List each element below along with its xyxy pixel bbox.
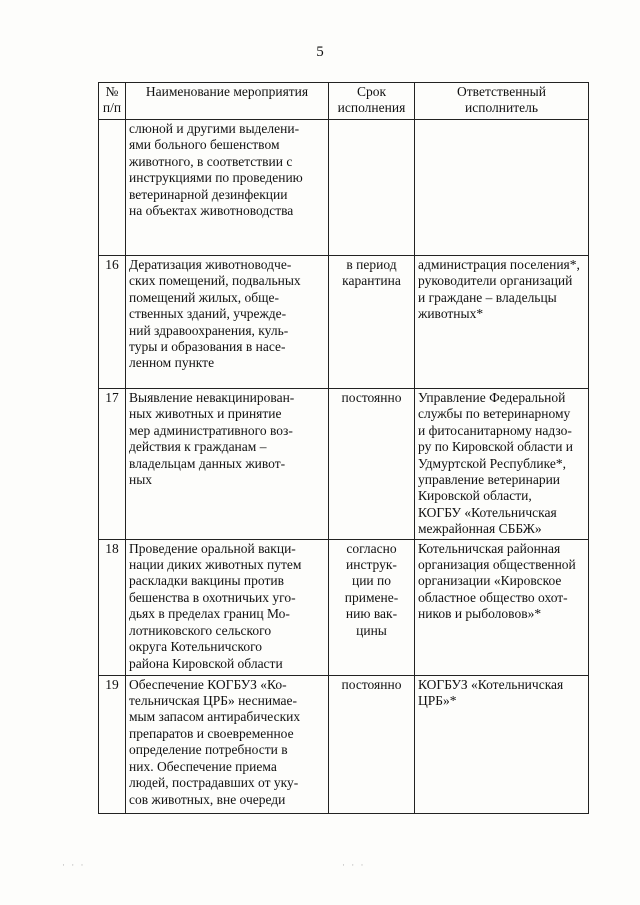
- header-term: Срок исполнения: [329, 83, 415, 120]
- table-header-row: [99, 83, 589, 120]
- row-number: 16: [99, 256, 126, 389]
- scan-mark: · · ·: [342, 860, 366, 870]
- table-row: [99, 120, 589, 256]
- measure-responsible: администрация поселения*, руководители организаций и граждане – владельцы животных*: [415, 256, 589, 389]
- measure-name: Проведение оральной вакци- нации диких животных путем раскладки вакцины против бешенства в охотничьих уго- дьях в пределах границ Мо- лотниковского сельского округа Котельничского района Кировской области: [126, 539, 329, 675]
- measure-term: постоянно: [329, 389, 415, 540]
- measures-table: [98, 82, 589, 814]
- table-row: [99, 539, 589, 675]
- scan-mark: · · ·: [62, 860, 86, 870]
- measure-term: в период карантина: [329, 256, 415, 389]
- table-row: [99, 256, 589, 389]
- row-number: 19: [99, 675, 126, 813]
- measure-term: согласно инструк- ции по примене- нию вак- цины: [329, 539, 415, 675]
- measure-responsible: Управление Федеральной службы по ветеринарному и фитосанитарному надзо- ру по Кировской области и Удмуртской Республике*, управление ветеринарии Кировской области, КОГБУ «Котельничская межрайонная СББЖ»: [415, 389, 589, 540]
- page-number: 5: [316, 44, 324, 60]
- table-row: [99, 675, 589, 813]
- measure-responsible: Котельничская районная организация общественной организации «Кировское областное общество охот- ников и рыболовов»*: [415, 539, 589, 675]
- measure-name: Дератизация животноводче- ских помещений, подвальных помещений жилых, обще- ственных зданий, учрежде- ний здравоохранения, куль- туры и образования в насе- ленном пункте: [126, 256, 329, 389]
- measure-responsible: [415, 120, 589, 256]
- row-number: [99, 120, 126, 256]
- header-responsible: Ответственный исполнитель: [415, 83, 589, 120]
- header-name: Наименование мероприятия: [126, 83, 329, 120]
- row-number: 17: [99, 389, 126, 540]
- measure-name: Обеспечение КОГБУЗ «Ко- тельничская ЦРБ» неснимае- мым запасом антирабических препаратов и своевременное определение потребности в них. Обеспечение приема людей, пострадавших от уку- сов животных, вне очереди: [126, 675, 329, 813]
- header-num: № п/п: [99, 83, 126, 120]
- measure-term: [329, 120, 415, 256]
- row-number: 18: [99, 539, 126, 675]
- measure-name: Выявление невакцинирован- ных животных и принятие мер административного воз- действия к гражданам – владельцам данных живот- ных: [126, 389, 329, 540]
- measure-responsible: КОГБУЗ «Котельничская ЦРБ»*: [415, 675, 589, 813]
- measure-term: постоянно: [329, 675, 415, 813]
- measure-name: слюной и другими выделени- ями больного бешенством животного, в соответствии с инструкциями по проведению ветеринарной дезинфекции на объектах животноводства: [126, 120, 329, 256]
- table-row: [99, 389, 589, 540]
